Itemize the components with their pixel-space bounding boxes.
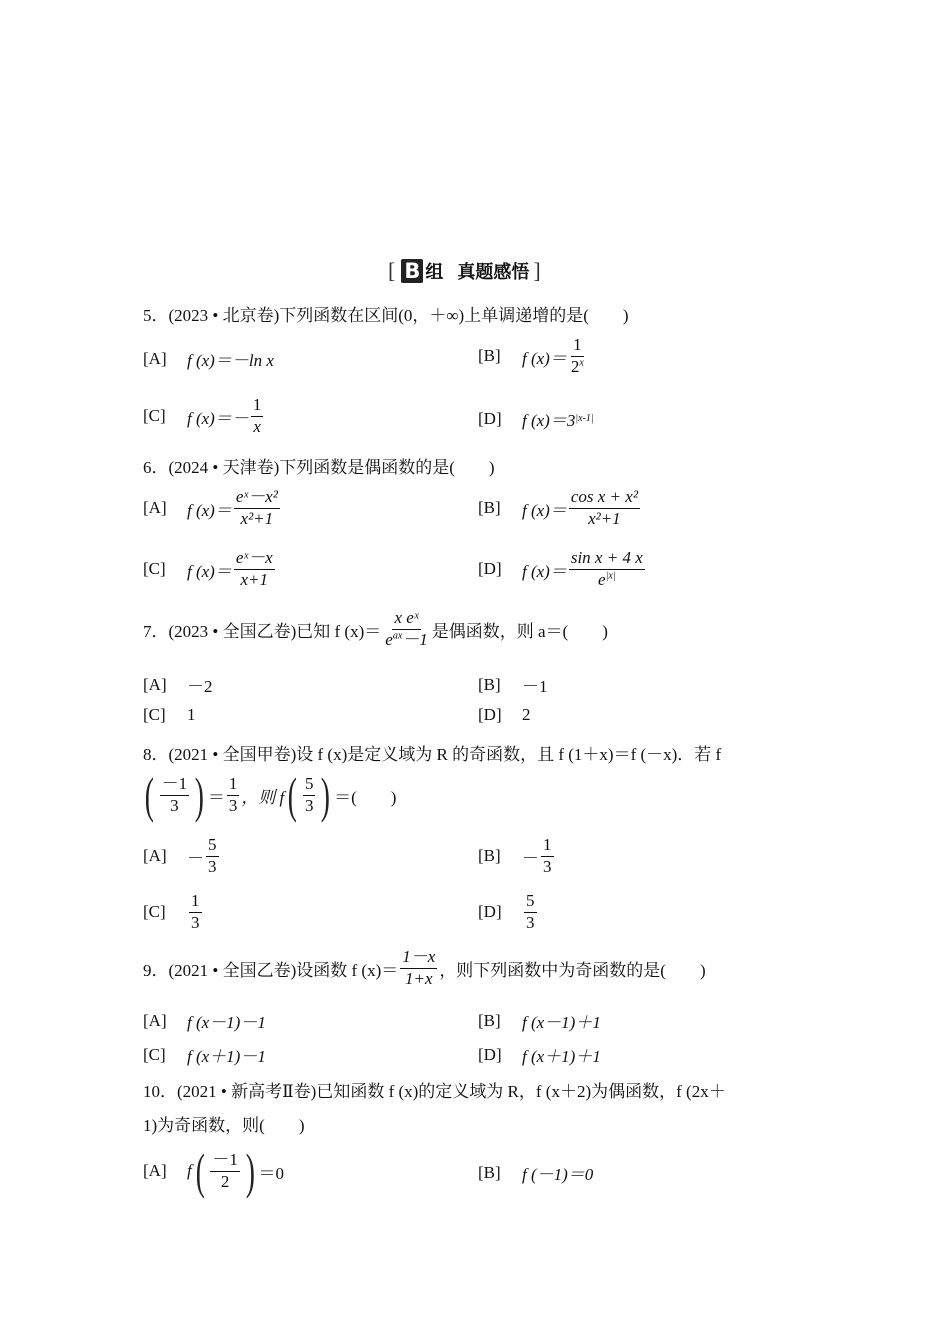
paren-group: ( $\frac{-1}{3}$ ) bbox=[144, 767, 205, 823]
q5-option-c[interactable]: [C] f (x)＝－ $\frac{1}{x}$ bbox=[143, 395, 262, 436]
q10-option-a[interactable]: [A] f ( $\frac{-1}{2}$ ) ＝0 bbox=[143, 1143, 285, 1199]
q9-option-a[interactable]: [A] f (x－1)－1 bbox=[143, 1010, 266, 1032]
q6-option-a[interactable]: [A] f (x)＝ $\frac{\text{eˣ－x²}}{\text{x²+1}}$ bbox=[143, 487, 278, 528]
fraction: $\frac{1}{x}$ bbox=[252, 395, 262, 436]
q7-option-a[interactable]: [A] －2 bbox=[143, 674, 213, 696]
q8-option-c[interactable]: [C] $\frac{1}{3}$ bbox=[143, 891, 200, 932]
fraction: $\frac{\text{eˣ－x²}}{\text{x²+1}}$ bbox=[235, 487, 278, 528]
q8-stem-line1: 8．(2021 • 全国甲卷)设 f (x)是定义域为 R 的奇函数，且 f (1＋x)＝f (－x)．若 f bbox=[143, 745, 722, 764]
fraction: $\frac{\text{cos x + x²}}{\text{x²+1}}$ bbox=[570, 487, 638, 528]
q8-option-d[interactable]: [D] $\frac{5}{3}$ bbox=[478, 891, 535, 932]
q10-option-b[interactable]: [B] f (－1)＝0 bbox=[478, 1162, 594, 1184]
q8-option-a[interactable]: [A] － $\frac{5}{3}$ bbox=[143, 835, 217, 876]
paren-group: ( $\frac{5}{3}$ ) bbox=[288, 767, 331, 823]
q7-option-b[interactable]: [B] －1 bbox=[478, 674, 548, 696]
q6-option-c[interactable]: [C] f (x)＝ $\frac{\text{eˣ－x}}{x+1}$ bbox=[143, 548, 273, 589]
q8-stem-line2: ( $\frac{-1}{3}$ ) ＝ $\frac{1}{3}$ ，则 f ( $\frac{5}{3}$ ) ＝( ) bbox=[141, 770, 396, 820]
fraction: $\frac{\text{sin x + 4 x}}{e^{|x|}}$ bbox=[570, 548, 643, 589]
q9-option-d[interactable]: [D] f (x＋1)＋1 bbox=[478, 1044, 601, 1066]
q5-option-d[interactable]: [D] f (x)＝3 |x-1| bbox=[478, 408, 594, 430]
section-title: 真题感悟 bbox=[457, 262, 530, 283]
q5-option-a[interactable]: [A] f (x)＝－ln x bbox=[143, 348, 274, 370]
fraction: $\frac{\text{eˣ－x}}{x+1}$ bbox=[235, 548, 273, 589]
q7-option-c[interactable]: [C] 1 bbox=[143, 705, 196, 724]
q10-stem-line2: 1)为奇函数，则( ) bbox=[143, 1116, 305, 1135]
q9-stem: 9．(2021 • 全国乙卷)设函数 f (x)＝ $\frac{1-x}{1+x}$ ，则下列函数中为奇函数的是( ) bbox=[143, 947, 706, 988]
q6-stem: 6．(2024 • 天津卷)下列函数是偶函数的是( ) bbox=[143, 458, 495, 477]
q6-option-b[interactable]: [B] f (x)＝ $\frac{\text{cos x + x²}}{\text{x²+1}}$ bbox=[478, 487, 638, 528]
header-close-bracket: ] bbox=[533, 258, 541, 283]
q7-stem: 7．(2023 • 全国乙卷)已知 f (x)＝ $\frac{\text{x eˣ}}{e^{ax}-1}$ 是偶函数，则 a＝( ) bbox=[143, 608, 608, 649]
q9-option-b[interactable]: [B] f (x－1)＋1 bbox=[478, 1010, 601, 1032]
q6-option-d[interactable]: [D] f (x)＝ $\frac{\text{sin x + 4 x}}{e^{|x|}}$ bbox=[478, 548, 643, 589]
header-open-bracket: [ bbox=[388, 258, 396, 283]
group-badge: B bbox=[401, 259, 423, 283]
q10-stem-line1: 10．(2021 • 新高考Ⅱ卷)已知函数 f (x)的定义域为 R，f (x＋2)为偶函数，f (2x＋ bbox=[143, 1082, 726, 1101]
group-label: 组 bbox=[425, 262, 444, 283]
q7-option-d[interactable]: [D] 2 bbox=[478, 705, 531, 724]
q8-option-b[interactable]: [B] － $\frac{1}{3}$ bbox=[478, 835, 552, 876]
q9-option-c[interactable]: [C] f (x＋1)－1 bbox=[143, 1044, 266, 1066]
fraction: $\frac{\text{x eˣ}}{e^{ax}-1}$ bbox=[385, 608, 428, 649]
fraction: $\frac{1}{2^x}$ bbox=[570, 335, 584, 376]
section-header bbox=[388, 258, 541, 284]
q5-option-b[interactable]: [B] f (x)＝ $\frac{1}{2^x}$ bbox=[478, 335, 584, 376]
q5-stem: 5．(2023 • 北京卷)下列函数在区间(0，＋∞)上单调递增的是( ) bbox=[143, 306, 629, 325]
